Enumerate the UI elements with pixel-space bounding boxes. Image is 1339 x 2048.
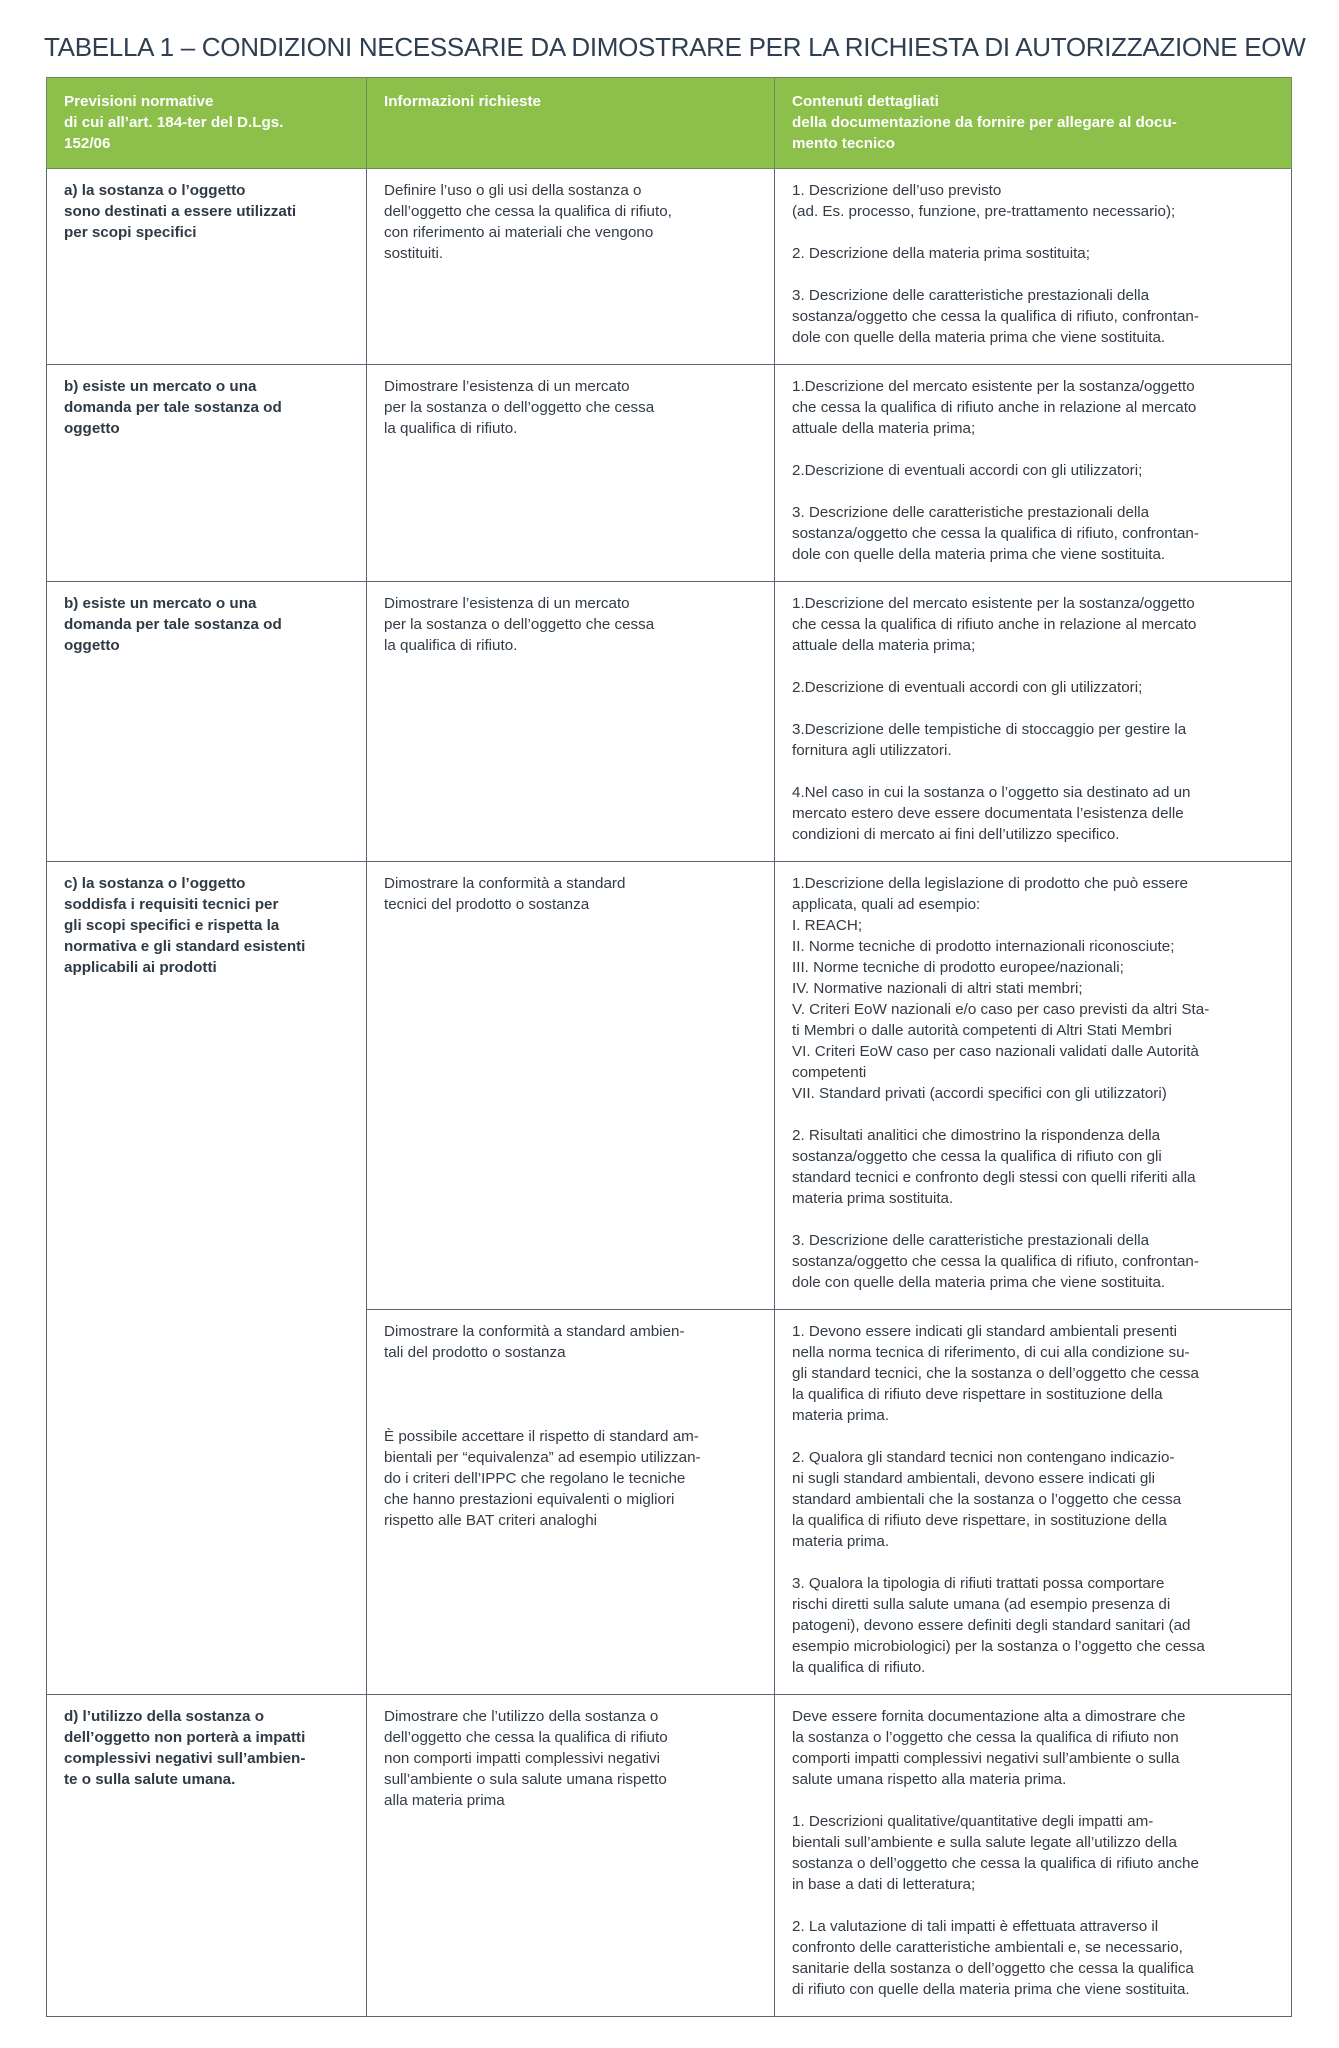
condition-cell: a) la sostanza o l’oggetto sono destinati a essere utilizzati per scopi specifici xyxy=(47,169,367,365)
detail-item: 1.Descrizione del mercato esistente per la sostanza/oggetto che cessa la qualifica di rifiuto anche in relazione al mercato attuale della materia prima; xyxy=(792,595,1197,654)
detail-item: 2. Qualora gli standard tecnici non contengano indicazio- ni sugli standard ambientali, devono essere indicati gli standard ambientali che la sostanza o l’oggetto che cessa la qualifica di rifiuto deve rispettare, in sostituzione della materia prima. xyxy=(792,1449,1182,1550)
details-cell xyxy=(775,1695,1292,2017)
header-informazioni-richieste: Informazioni richieste xyxy=(367,78,775,169)
detail-item: 1. Descrizioni qualitative/quantitative degli impatti am- bientali sull’ambiente e sulla salute legate all’utilizzo della sostanza o dell’oggetto che cessa la qualifica di rifiuto anche in base a dati di letteratura; xyxy=(792,1813,1199,1893)
table-title: TABELLA 1 – CONDIZIONI NECESSARIE DA DIMOSTRARE PER LA RICHIESTA DI AUTORIZZAZIONE EOW xyxy=(44,32,1306,62)
condition-cell: c) la sostanza o l’oggetto soddisfa i requisiti tecnici per gli scopi specifici e rispetta la normativa e gli standard esistenti applicabili ai prodotti xyxy=(47,862,367,1695)
detail-item: 2. Descrizione della materia prima sostituita; xyxy=(792,245,1090,262)
info-cell: Definire l’uso o gli usi della sostanza o dell’oggetto che cessa la qualifica di rifiuto, con riferimento ai materiali che vengono sostituiti. xyxy=(367,169,775,365)
header-contenuti-dettagliati: Contenuti dettagliati della documentazione da fornire per allegare al docu- mento tecnico xyxy=(775,78,1292,169)
detail-item: 3. Descrizione delle caratteristiche prestazionali della sostanza/oggetto che cessa la qualifica di rifiuto, confrontan- dole con quelle della materia prima che viene sostituita. xyxy=(792,1232,1199,1291)
info-cell: Dimostrare la conformità a standard ambien- tali del prodotto o sostanza È possibile accettare il rispetto di standard am- bientali per “equivalenza” ad esempio utilizzan- do i criteri dell’IPPC che regolano le tecniche che hanno prestazioni equivalenti o migliori rispetto alle BAT criteri analoghi xyxy=(367,1310,775,1695)
table-row xyxy=(47,365,1292,582)
table-row xyxy=(47,1695,1292,2017)
table-row xyxy=(47,862,1292,1310)
detail-item: 3. Qualora la tipologia di rifiuti trattati possa comportare rischi diretti sulla salute umana (ad esempio presenza di patogeni), devono essere definiti degli standard sanitari (ad esempio microbiologici) per la sostanza o l’oggetto che cessa la qualifica di rifiuto. xyxy=(792,1575,1205,1676)
condition-cell: d) l’utilizzo della sostanza o dell’oggetto non porterà a impatti complessivi negativi sull’ambien- te o sulla salute umana. xyxy=(47,1695,367,2017)
table-row xyxy=(47,582,1292,862)
detail-item: 1.Descrizione del mercato esistente per la sostanza/oggetto che cessa la qualifica di rifiuto anche in relazione al mercato attuale della materia prima; xyxy=(792,378,1197,437)
detail-item: 2.Descrizione di eventuali accordi con gli utilizzatori; xyxy=(792,462,1143,479)
info-cell: Dimostrare l’esistenza di un mercato per la sostanza o dell’oggetto che cessa la qualifica di rifiuto. xyxy=(367,582,775,862)
details-cell xyxy=(775,582,1292,862)
table-header xyxy=(47,78,1292,169)
detail-item: 1. Descrizione dell’uso previsto (ad. Es. processo, funzione, pre-trattamento necessario); xyxy=(792,182,1176,220)
condition-cell: b) esiste un mercato o una domanda per tale sostanza od oggetto xyxy=(47,365,367,582)
header-previsioni-normative: Previsioni normative di cui all’art. 184-ter del D.Lgs. 152/06 xyxy=(47,78,367,169)
detail-item: 2. La valutazione di tali impatti è effettuata attraverso il confronto delle caratteristiche ambientali e, se necessario, sanitarie della sostanza o dell’oggetto che cessa la qualifica di rifiuto con quelle della materia prima che viene sostituita. xyxy=(792,1918,1194,1998)
details-cell xyxy=(775,1310,1292,1695)
info-note: È possibile accettare il rispetto di standard am- bientali per “equivalenza” ad esempio utilizzan- do i criteri dell’IPPC che regolano le tecniche che hanno prestazioni equivalenti o migliori rispetto alle BAT criteri analoghi xyxy=(384,1428,701,1529)
info-cell: Dimostrare che l’utilizzo della sostanza o dell’oggetto che cessa la qualifica di rifiuto non comporti impatti complessivi negativi sull’ambiente o sula salute umana rispetto alla materia prima xyxy=(367,1695,775,2017)
detail-item: 2. Risultati analitici che dimostrino la rispondenza della sostanza/oggetto che cessa la qualifica di rifiuto con gli standard tecnici e confronto degli stessi con quelli riferiti alla materia prima sostituita. xyxy=(792,1127,1196,1207)
details-cell xyxy=(775,862,1292,1310)
detail-item: 1. Devono essere indicati gli standard ambientali presenti nella norma tecnica di riferimento, di cui alla condizione su- gli standard tecnici, che la sostanza o dell’oggetto che cessa la qualifica di rifiuto deve rispettare in sostituzione della materia prima. xyxy=(792,1323,1199,1424)
condition-cell: b) esiste un mercato o una domanda per tale sostanza od oggetto xyxy=(47,582,367,862)
detail-item: 1.Descrizione della legislazione di prodotto che può essere applicata, quali ad esempio: I. REACH; II. Norme tecniche di prodotto internazionali riconosciute; III. Norme tecniche di prodotto europee/nazionali; IV. Normative nazionali di altri stati membri; V. Criteri EoW nazionali e/o caso per caso previsti da altri Sta- ti Membri o dalle autorità competenti di Altri Stati Membri VI. Criteri EoW caso per caso nazionali validati dalle Autorità competenti VII. Standard privati (accordi specifici con gli utilizzatori) xyxy=(792,875,1210,1102)
detail-item: 3. Descrizione delle caratteristiche prestazionali della sostanza/oggetto che cessa la qualifica di rifiuto, confrontan- dole con quelle della materia prima che viene sostituita. xyxy=(792,287,1199,346)
detail-item: 2.Descrizione di eventuali accordi con gli utilizzatori; xyxy=(792,679,1143,696)
table-row xyxy=(47,169,1292,365)
detail-item: 3.Descrizione delle tempistiche di stoccaggio per gestire la fornitura agli utilizzatori. xyxy=(792,721,1187,759)
detail-item: 3. Descrizione delle caratteristiche prestazionali della sostanza/oggetto che cessa la qualifica di rifiuto, confrontan- dole con quelle della materia prima che viene sostituita. xyxy=(792,504,1199,563)
info-cell: Dimostrare l’esistenza di un mercato per la sostanza o dell’oggetto che cessa la qualifica di rifiuto. xyxy=(367,365,775,582)
eow-conditions-table xyxy=(46,77,1292,2017)
detail-item: Deve essere fornita documentazione alta a dimostrare che la sostanza o l’oggetto che cessa la qualifica di rifiuto non comporti impatti complessivi negativi sull’ambiente o sulla salute umana rispetto alla materia prima. xyxy=(792,1708,1186,1788)
details-cell xyxy=(775,169,1292,365)
detail-item: 4.Nel caso in cui la sostanza o l’oggetto sia destinato ad un mercato estero deve essere documentata l’esistenza delle condizioni di mercato ai fini dell’utilizzo specifico. xyxy=(792,784,1191,843)
info-cell: Dimostrare la conformità a standard tecnici del prodotto o sostanza xyxy=(367,862,775,1310)
details-cell xyxy=(775,365,1292,582)
